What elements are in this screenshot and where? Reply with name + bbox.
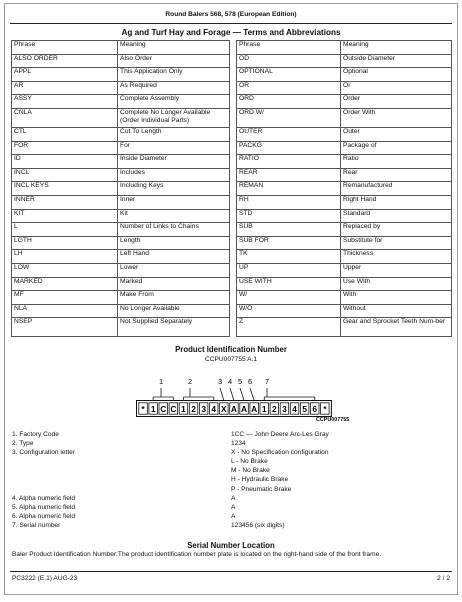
pin-field-value: A	[231, 494, 236, 502]
phrase-cell: ALSO ORDER	[12, 54, 118, 68]
pin-field-name: 6. Alpha numeric field	[12, 512, 76, 520]
callout-label: 5	[237, 377, 243, 386]
phrase-cell: ORD W/	[237, 108, 341, 127]
phrase-cell: INCL KEYS	[12, 182, 118, 196]
pin-char: *	[323, 403, 327, 414]
phrase-cell: W/	[237, 291, 341, 305]
pin-field-name: 1. Factory Code	[12, 431, 59, 438]
callout-label: 7	[264, 377, 270, 386]
phrase-cell: UP	[237, 263, 341, 277]
pin-field-value: X - No Specification configuration	[231, 449, 329, 457]
pin-char: 2	[272, 403, 277, 414]
meaning-cell: Make From	[118, 291, 230, 305]
phrase-cell: NSEP	[12, 318, 118, 337]
meaning-cell: Gear and Sprocket Teeth Num-ber	[341, 318, 452, 337]
serial-title: Serial Number Location	[187, 541, 275, 550]
phrase-cell: LOW	[12, 263, 118, 277]
meaning-cell: Number of Links to Chains	[118, 223, 230, 237]
pin-char: A	[230, 403, 237, 414]
meaning-cell: Package of	[341, 141, 452, 155]
phrase-cell: OR	[237, 81, 341, 95]
pin-field-value: A	[231, 503, 236, 511]
phrase-cell: OUTER	[237, 127, 341, 141]
pin-field-value: L - No Brake	[231, 458, 268, 466]
pin-char: A	[251, 403, 258, 414]
phrase-cell: KIT	[12, 209, 118, 223]
meaning-cell: Complete No Longer Available (Order Individual Parts)	[118, 108, 230, 127]
terms-title: Ag and Turf Hay and Forage — Terms and Abbreviations	[121, 28, 341, 37]
pin-field-value: H - Hydraulic Brake	[231, 476, 289, 484]
pin-field-value: 1CC — John Deere Arc-Les Gray	[231, 431, 329, 438]
phrase-cell: Z	[237, 318, 341, 337]
pin-char: 1	[181, 403, 186, 414]
meaning-cell: Ratio	[341, 155, 452, 169]
footer-right: 2 / 2	[437, 575, 450, 582]
meaning-cell: Order With	[341, 108, 452, 127]
pin-callouts	[153, 377, 315, 401]
pin-char: 3	[201, 403, 206, 414]
phrase-cell: LH	[12, 250, 118, 264]
phrase-cell: INNER	[12, 195, 118, 209]
meaning-cell: Optional	[341, 68, 452, 82]
phrase-cell: MARKED	[12, 277, 118, 291]
pin-char: X	[221, 403, 227, 414]
meaning-cell: Length	[118, 236, 230, 250]
meaning-cell: Substitute for	[341, 236, 452, 250]
meaning-cell: Outside Diameter	[341, 54, 452, 68]
phrase-cell: MF	[12, 291, 118, 305]
meaning-cell: Not Supplied Separately	[118, 318, 230, 337]
phrase-cell: OPTIONAL	[237, 68, 341, 82]
pin-char: 5	[302, 403, 307, 414]
phrase-cell: LGTH	[12, 236, 118, 250]
phrase-cell: NLA	[12, 304, 118, 318]
serial-description: Baler Product Identification Number:The product identification number plate is located on the right-hand side of the front frame.	[12, 551, 382, 558]
callout-line	[230, 388, 234, 401]
meaning-cell: Remanufactured	[341, 182, 452, 196]
phrase-cell: TK	[237, 250, 341, 264]
pin-field-name: 2. Type	[12, 440, 34, 448]
phrase-cell: OD	[237, 54, 341, 68]
pin-field-value: M - No Brake	[231, 467, 270, 475]
pin-char: C	[160, 403, 167, 414]
callout-label: 2	[187, 377, 193, 386]
meaning-cell: Kit	[118, 209, 230, 223]
pin-field-value: P - Pneumatic Brake	[231, 485, 292, 493]
phrase-cell: RATIO	[237, 155, 341, 169]
pin-char: 4	[211, 403, 217, 414]
pin-char: C	[170, 403, 177, 414]
pin-field-value: 123456 (six digits)	[231, 521, 285, 529]
meaning-cell: Marked	[118, 277, 230, 291]
pin-field-name: 4. Alpha numeric field	[12, 494, 76, 502]
callout-line	[220, 388, 224, 401]
phrase-cell: RH	[237, 195, 341, 209]
phrase-cell: CNLA	[12, 108, 118, 127]
pin-field-name: 3. Configuration letter	[12, 449, 76, 457]
meaning-cell: Or	[341, 81, 452, 95]
phrase-cell: SUB FOR	[237, 236, 341, 250]
footer-left: PC3222 (E.1) AUG-23	[12, 575, 78, 582]
phrase-cell: L	[12, 223, 118, 237]
meaning-cell: Upper	[341, 263, 452, 277]
phrase-cell: APPL	[12, 68, 118, 82]
pin-char: 1	[261, 403, 267, 414]
column-header: Meaning	[341, 41, 452, 55]
page-header: Round Balers 568, 578 (European Edition)	[165, 11, 297, 18]
meaning-cell: No Longer Available	[118, 304, 230, 318]
meaning-cell: Inside Diameter	[118, 155, 230, 169]
callout-label: 6	[247, 377, 253, 386]
phrase-cell: USE WITH	[237, 277, 341, 291]
meaning-cell: Standard	[341, 209, 452, 223]
meaning-cell: Without	[341, 304, 452, 318]
callout-line	[250, 388, 254, 401]
pin-char-boxes	[137, 401, 332, 417]
phrase-cell: INCL	[12, 168, 118, 182]
meaning-cell: For	[118, 141, 230, 155]
meaning-cell: Also Order	[118, 54, 230, 68]
column-header: Meaning	[118, 41, 230, 55]
meaning-cell: Right Hand	[341, 195, 452, 209]
meaning-cell: Use With	[341, 277, 452, 291]
meaning-cell: Inner	[118, 195, 230, 209]
pin-field-names	[12, 430, 75, 530]
meaning-cell: Order	[341, 95, 452, 109]
pin-char: 6	[312, 403, 318, 414]
pin-char: 4	[292, 403, 297, 414]
meaning-cell: Complete Assembly	[118, 95, 230, 109]
phrase-cell: STD	[237, 209, 341, 223]
phrase-cell: FOR	[12, 141, 118, 155]
callout-label: 1	[158, 377, 164, 386]
callout-label: 3	[217, 377, 223, 386]
pin-field-name	[12, 457, 75, 466]
meaning-cell: Thickness	[341, 250, 452, 264]
callout-line	[240, 388, 244, 401]
pin-field-name	[12, 466, 75, 475]
pin-image-code: CCPU007755	[316, 417, 350, 423]
phrase-cell: REMAN	[237, 182, 341, 196]
phrase-cell: SUB	[237, 223, 341, 237]
footer-rule	[10, 571, 452, 572]
pin-field-value: A	[231, 512, 236, 520]
pin-subtitle: CCPU007755 A.1	[204, 356, 258, 363]
column-header: Phrase	[237, 41, 341, 55]
pin-field-name: 5. Alpha numeric field	[12, 503, 76, 511]
pin-title: Product Identification Number	[175, 345, 287, 354]
meaning-cell: Including Keys	[118, 182, 230, 196]
phrase-cell: ORD	[237, 95, 341, 109]
pin-field-value: 1234	[231, 440, 246, 448]
pin-field-name: 7. Serial number	[12, 521, 61, 529]
meaning-cell: Cut To Length	[118, 127, 230, 141]
phrase-cell: W/O	[237, 304, 341, 318]
pin-char: A	[241, 403, 248, 414]
meaning-cell: Includes	[118, 168, 230, 182]
phrase-cell: REAR	[237, 168, 341, 182]
pin-char: 2	[191, 403, 196, 414]
pin-field-name	[12, 475, 75, 484]
pin-field-values	[231, 430, 329, 530]
meaning-cell: Rear	[341, 168, 452, 182]
meaning-cell: Replaced by	[341, 223, 452, 237]
meaning-cell: Left Hand	[118, 250, 230, 264]
meaning-cell: As Required	[118, 81, 230, 95]
phrase-cell: PACKG	[237, 141, 341, 155]
meaning-cell: Lower	[118, 263, 230, 277]
phrase-cell: ID	[12, 155, 118, 169]
meaning-cell: This Application Only	[118, 68, 230, 82]
meaning-cell: Outer	[341, 127, 452, 141]
callout-label: 4	[227, 377, 233, 386]
pin-field-name	[12, 485, 75, 494]
phrase-cell: AR	[12, 81, 118, 95]
column-header: Phrase	[12, 41, 118, 55]
pin-char: *	[141, 403, 145, 414]
phrase-cell: ASSY	[12, 95, 118, 109]
pin-char: 3	[282, 403, 287, 414]
meaning-cell: With	[341, 291, 452, 305]
pin-char: 1	[150, 403, 156, 414]
phrase-cell: CTL	[12, 127, 118, 141]
